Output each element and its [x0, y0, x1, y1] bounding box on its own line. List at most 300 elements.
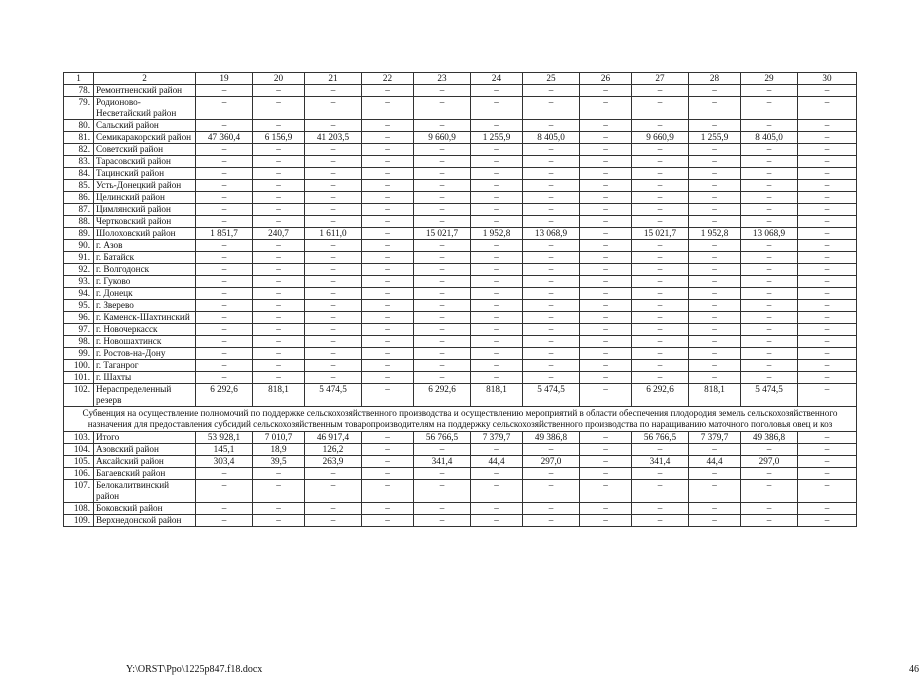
district-name: г. Таганрог: [94, 360, 196, 372]
header-cell: 30: [798, 73, 857, 85]
value-cell: –: [798, 312, 857, 324]
value-cell: –: [741, 336, 798, 348]
value-cell: –: [253, 144, 305, 156]
value-cell: –: [632, 372, 689, 384]
value-cell: –: [741, 444, 798, 456]
value-cell: –: [523, 324, 580, 336]
value-cell: –: [253, 97, 305, 120]
value-cell: –: [196, 216, 253, 228]
value-cell: 7 379,7: [471, 432, 523, 444]
value-cell: –: [253, 85, 305, 97]
value-cell: –: [305, 120, 362, 132]
value-cell: –: [471, 216, 523, 228]
value-cell: –: [580, 228, 632, 240]
value-cell: 5 474,5: [741, 384, 798, 407]
value-cell: –: [798, 324, 857, 336]
value-cell: –: [580, 372, 632, 384]
table-row: [64, 480, 857, 503]
value-cell: –: [414, 156, 471, 168]
value-cell: –: [689, 168, 741, 180]
header-cell: 22: [362, 73, 414, 85]
value-cell: –: [798, 432, 857, 444]
row-number: 79.: [64, 97, 94, 120]
value-cell: –: [632, 264, 689, 276]
district-name: Багаевский район: [94, 468, 196, 480]
value-cell: –: [689, 144, 741, 156]
district-name: г. Батайск: [94, 252, 196, 264]
value-cell: –: [362, 515, 414, 527]
value-cell: 53 928,1: [196, 432, 253, 444]
value-cell: –: [798, 264, 857, 276]
value-cell: –: [580, 348, 632, 360]
value-cell: 56 766,5: [414, 432, 471, 444]
district-name: Цимлянский район: [94, 204, 196, 216]
value-cell: –: [471, 192, 523, 204]
value-cell: –: [253, 300, 305, 312]
value-cell: –: [632, 192, 689, 204]
table-row: [64, 456, 857, 468]
value-cell: –: [689, 515, 741, 527]
value-cell: –: [305, 480, 362, 503]
value-cell: 297,0: [523, 456, 580, 468]
value-cell: –: [689, 348, 741, 360]
value-cell: 5 474,5: [305, 384, 362, 407]
value-cell: –: [305, 240, 362, 252]
district-name: г. Шахты: [94, 372, 196, 384]
value-cell: –: [305, 515, 362, 527]
district-name: Аксайский район: [94, 456, 196, 468]
value-cell: –: [523, 192, 580, 204]
value-cell: –: [632, 97, 689, 120]
table-row: [64, 156, 857, 168]
section-row: [64, 407, 857, 432]
value-cell: –: [741, 468, 798, 480]
value-cell: –: [253, 204, 305, 216]
value-cell: –: [580, 276, 632, 288]
value-cell: –: [798, 204, 857, 216]
value-cell: –: [362, 216, 414, 228]
value-cell: –: [196, 120, 253, 132]
value-cell: –: [362, 240, 414, 252]
district-name: Нераспределенный резерв: [94, 384, 196, 407]
value-cell: –: [580, 468, 632, 480]
value-cell: –: [798, 348, 857, 360]
table-row: [64, 336, 857, 348]
value-cell: 297,0: [741, 456, 798, 468]
value-cell: –: [196, 252, 253, 264]
value-cell: –: [798, 144, 857, 156]
value-cell: –: [253, 156, 305, 168]
value-cell: –: [689, 312, 741, 324]
row-number: 103.: [64, 432, 94, 444]
value-cell: –: [523, 180, 580, 192]
value-cell: –: [523, 372, 580, 384]
value-cell: –: [580, 204, 632, 216]
district-name: г. Новочеркасск: [94, 324, 196, 336]
row-number: 86.: [64, 192, 94, 204]
value-cell: –: [362, 276, 414, 288]
value-cell: –: [305, 276, 362, 288]
value-cell: –: [471, 252, 523, 264]
value-cell: –: [689, 264, 741, 276]
value-cell: –: [471, 204, 523, 216]
value-cell: –: [689, 480, 741, 503]
value-cell: –: [798, 360, 857, 372]
value-cell: 6 292,6: [196, 384, 253, 407]
value-cell: 341,4: [632, 456, 689, 468]
value-cell: –: [523, 468, 580, 480]
value-cell: –: [523, 336, 580, 348]
value-cell: –: [414, 240, 471, 252]
value-cell: –: [414, 276, 471, 288]
value-cell: –: [362, 312, 414, 324]
district-name: г. Гуково: [94, 276, 196, 288]
row-number: 90.: [64, 240, 94, 252]
district-name: Боковский район: [94, 503, 196, 515]
district-name: г. Донецк: [94, 288, 196, 300]
value-cell: –: [196, 85, 253, 97]
value-cell: 6 292,6: [414, 384, 471, 407]
value-cell: –: [741, 312, 798, 324]
value-cell: –: [362, 85, 414, 97]
value-cell: 56 766,5: [632, 432, 689, 444]
value-cell: –: [580, 312, 632, 324]
value-cell: –: [471, 85, 523, 97]
value-cell: –: [362, 348, 414, 360]
value-cell: –: [689, 276, 741, 288]
row-number: 104.: [64, 444, 94, 456]
value-cell: –: [580, 97, 632, 120]
value-cell: –: [632, 276, 689, 288]
value-cell: –: [196, 144, 253, 156]
value-cell: –: [741, 252, 798, 264]
value-cell: –: [741, 372, 798, 384]
header-cell: 26: [580, 73, 632, 85]
district-name: Целинский район: [94, 192, 196, 204]
value-cell: –: [362, 432, 414, 444]
value-cell: –: [580, 432, 632, 444]
value-cell: –: [798, 120, 857, 132]
value-cell: –: [471, 144, 523, 156]
value-cell: –: [741, 204, 798, 216]
table-row: [64, 192, 857, 204]
value-cell: –: [689, 372, 741, 384]
district-name: г. Зверево: [94, 300, 196, 312]
value-cell: –: [196, 204, 253, 216]
value-cell: –: [689, 468, 741, 480]
value-cell: –: [196, 156, 253, 168]
value-cell: –: [362, 288, 414, 300]
table-row: [64, 384, 857, 407]
value-cell: –: [523, 97, 580, 120]
value-cell: –: [471, 515, 523, 527]
value-cell: –: [253, 480, 305, 503]
value-cell: –: [632, 240, 689, 252]
district-name: г. Ростов-на-Дону: [94, 348, 196, 360]
value-cell: –: [798, 480, 857, 503]
value-cell: –: [689, 288, 741, 300]
value-cell: –: [580, 216, 632, 228]
value-cell: –: [689, 360, 741, 372]
value-cell: –: [305, 85, 362, 97]
value-cell: –: [632, 288, 689, 300]
district-name: Ремонтненский район: [94, 85, 196, 97]
value-cell: –: [632, 120, 689, 132]
value-cell: –: [471, 372, 523, 384]
row-number: 84.: [64, 168, 94, 180]
header-cell: 21: [305, 73, 362, 85]
section-title: Субвенция на осуществление полномочий по поддержке сельскохозяйственного производства и осуществлению мероприятий в области обеспечения плодородия земель сельскохозяйственного назначения для предоставления субсидий сельскохозяйственным товаропроизводителям на поддержку сельскохозяйственного производства по наращиванию маточного поголовья овец и коз: [64, 407, 857, 432]
table-row: [64, 444, 857, 456]
value-cell: –: [741, 276, 798, 288]
table-row: [64, 120, 857, 132]
value-cell: 6 292,6: [632, 384, 689, 407]
value-cell: –: [580, 168, 632, 180]
value-cell: –: [414, 264, 471, 276]
header-cell: 29: [741, 73, 798, 85]
value-cell: –: [798, 216, 857, 228]
value-cell: –: [305, 288, 362, 300]
value-cell: –: [253, 312, 305, 324]
value-cell: –: [471, 180, 523, 192]
table-row: [64, 360, 857, 372]
value-cell: –: [580, 480, 632, 503]
value-cell: –: [362, 468, 414, 480]
value-cell: –: [305, 168, 362, 180]
value-cell: –: [523, 204, 580, 216]
table-row: [64, 85, 857, 97]
table-row: [64, 515, 857, 527]
value-cell: –: [632, 180, 689, 192]
value-cell: –: [305, 192, 362, 204]
value-cell: –: [196, 180, 253, 192]
table-row: [64, 288, 857, 300]
value-cell: –: [471, 480, 523, 503]
value-cell: –: [414, 300, 471, 312]
value-cell: –: [196, 288, 253, 300]
value-cell: –: [741, 324, 798, 336]
value-cell: 126,2: [305, 444, 362, 456]
value-cell: –: [253, 276, 305, 288]
row-number: 97.: [64, 324, 94, 336]
value-cell: –: [196, 168, 253, 180]
value-cell: –: [253, 336, 305, 348]
value-cell: –: [196, 372, 253, 384]
value-cell: –: [471, 360, 523, 372]
value-cell: –: [632, 85, 689, 97]
value-cell: –: [414, 252, 471, 264]
district-name: Белокалитвинский район: [94, 480, 196, 503]
value-cell: –: [471, 240, 523, 252]
value-cell: 15 021,7: [414, 228, 471, 240]
value-cell: –: [471, 336, 523, 348]
value-cell: –: [798, 85, 857, 97]
value-cell: –: [798, 156, 857, 168]
district-name: Усть-Донецкий район: [94, 180, 196, 192]
value-cell: –: [580, 456, 632, 468]
table-row: [64, 468, 857, 480]
row-number: 89.: [64, 228, 94, 240]
value-cell: –: [523, 156, 580, 168]
value-cell: –: [305, 336, 362, 348]
value-cell: –: [196, 192, 253, 204]
value-cell: –: [632, 204, 689, 216]
value-cell: –: [253, 180, 305, 192]
header-row: [64, 73, 857, 85]
value-cell: 1 611,0: [305, 228, 362, 240]
value-cell: –: [414, 515, 471, 527]
value-cell: –: [523, 444, 580, 456]
district-name: г. Каменск-Шахтинский: [94, 312, 196, 324]
value-cell: –: [414, 97, 471, 120]
row-number: 106.: [64, 468, 94, 480]
value-cell: –: [362, 156, 414, 168]
value-cell: –: [196, 468, 253, 480]
value-cell: 1 255,9: [689, 132, 741, 144]
value-cell: 49 386,8: [741, 432, 798, 444]
row-number: 99.: [64, 348, 94, 360]
header-cell: 19: [196, 73, 253, 85]
value-cell: –: [253, 372, 305, 384]
row-number: 80.: [64, 120, 94, 132]
value-cell: –: [580, 156, 632, 168]
value-cell: –: [305, 180, 362, 192]
value-cell: –: [523, 240, 580, 252]
district-name: Тацинский район: [94, 168, 196, 180]
row-number: 85.: [64, 180, 94, 192]
value-cell: –: [798, 180, 857, 192]
value-cell: –: [798, 503, 857, 515]
value-cell: –: [414, 336, 471, 348]
header-cell: 24: [471, 73, 523, 85]
value-cell: 9 660,9: [414, 132, 471, 144]
table-row: [64, 372, 857, 384]
value-cell: –: [689, 156, 741, 168]
table-row: [64, 503, 857, 515]
row-number: 101.: [64, 372, 94, 384]
value-cell: –: [523, 288, 580, 300]
value-cell: –: [632, 503, 689, 515]
value-cell: 818,1: [689, 384, 741, 407]
value-cell: –: [689, 300, 741, 312]
value-cell: 15 021,7: [632, 228, 689, 240]
header-cell: 28: [689, 73, 741, 85]
value-cell: 18,9: [253, 444, 305, 456]
district-name: Шолоховский район: [94, 228, 196, 240]
value-cell: –: [523, 503, 580, 515]
value-cell: –: [798, 444, 857, 456]
district-name: Сальский район: [94, 120, 196, 132]
table-row: [64, 264, 857, 276]
value-cell: –: [632, 468, 689, 480]
value-cell: –: [362, 384, 414, 407]
value-cell: –: [253, 216, 305, 228]
value-cell: 1 952,8: [471, 228, 523, 240]
value-cell: –: [414, 288, 471, 300]
table-row: [64, 324, 857, 336]
value-cell: –: [305, 468, 362, 480]
value-cell: –: [362, 252, 414, 264]
value-cell: –: [414, 216, 471, 228]
value-cell: –: [632, 156, 689, 168]
value-cell: –: [689, 252, 741, 264]
value-cell: –: [414, 204, 471, 216]
value-cell: –: [523, 144, 580, 156]
table-row: [64, 97, 857, 120]
value-cell: –: [741, 515, 798, 527]
value-cell: –: [253, 192, 305, 204]
row-number: 91.: [64, 252, 94, 264]
value-cell: –: [632, 348, 689, 360]
district-name: Семикаракорский район: [94, 132, 196, 144]
value-cell: –: [580, 180, 632, 192]
header-cell: 1: [64, 73, 94, 85]
value-cell: –: [741, 240, 798, 252]
value-cell: –: [632, 168, 689, 180]
value-cell: –: [471, 264, 523, 276]
value-cell: –: [196, 276, 253, 288]
value-cell: –: [580, 240, 632, 252]
value-cell: –: [196, 300, 253, 312]
value-cell: –: [580, 144, 632, 156]
table-row: [64, 312, 857, 324]
value-cell: –: [741, 180, 798, 192]
table-row: [64, 348, 857, 360]
value-cell: –: [362, 228, 414, 240]
row-number: 98.: [64, 336, 94, 348]
value-cell: –: [196, 336, 253, 348]
row-number: 94.: [64, 288, 94, 300]
header-cell: 2: [94, 73, 196, 85]
value-cell: –: [196, 503, 253, 515]
value-cell: –: [523, 276, 580, 288]
row-number: 81.: [64, 132, 94, 144]
value-cell: –: [523, 480, 580, 503]
value-cell: 1 255,9: [471, 132, 523, 144]
value-cell: –: [523, 300, 580, 312]
value-cell: –: [253, 168, 305, 180]
value-cell: –: [196, 348, 253, 360]
value-cell: –: [580, 360, 632, 372]
value-cell: –: [798, 456, 857, 468]
value-cell: 7 010,7: [253, 432, 305, 444]
value-cell: –: [741, 168, 798, 180]
value-cell: –: [362, 192, 414, 204]
value-cell: –: [689, 204, 741, 216]
row-number: 102.: [64, 384, 94, 407]
value-cell: –: [253, 120, 305, 132]
row-number: 100.: [64, 360, 94, 372]
value-cell: 44,4: [471, 456, 523, 468]
file-path: Y:\ORST\Ppo\1225p847.f18.docx: [126, 664, 263, 675]
value-cell: –: [741, 300, 798, 312]
value-cell: –: [414, 312, 471, 324]
value-cell: –: [471, 300, 523, 312]
district-name: г. Новошахтинск: [94, 336, 196, 348]
value-cell: –: [689, 85, 741, 97]
value-cell: –: [414, 444, 471, 456]
value-cell: –: [414, 480, 471, 503]
value-cell: –: [798, 252, 857, 264]
table-row: [64, 144, 857, 156]
row-number: 93.: [64, 276, 94, 288]
value-cell: –: [362, 204, 414, 216]
value-cell: –: [253, 468, 305, 480]
value-cell: –: [689, 97, 741, 120]
value-cell: –: [471, 288, 523, 300]
value-cell: –: [305, 216, 362, 228]
value-cell: –: [580, 120, 632, 132]
